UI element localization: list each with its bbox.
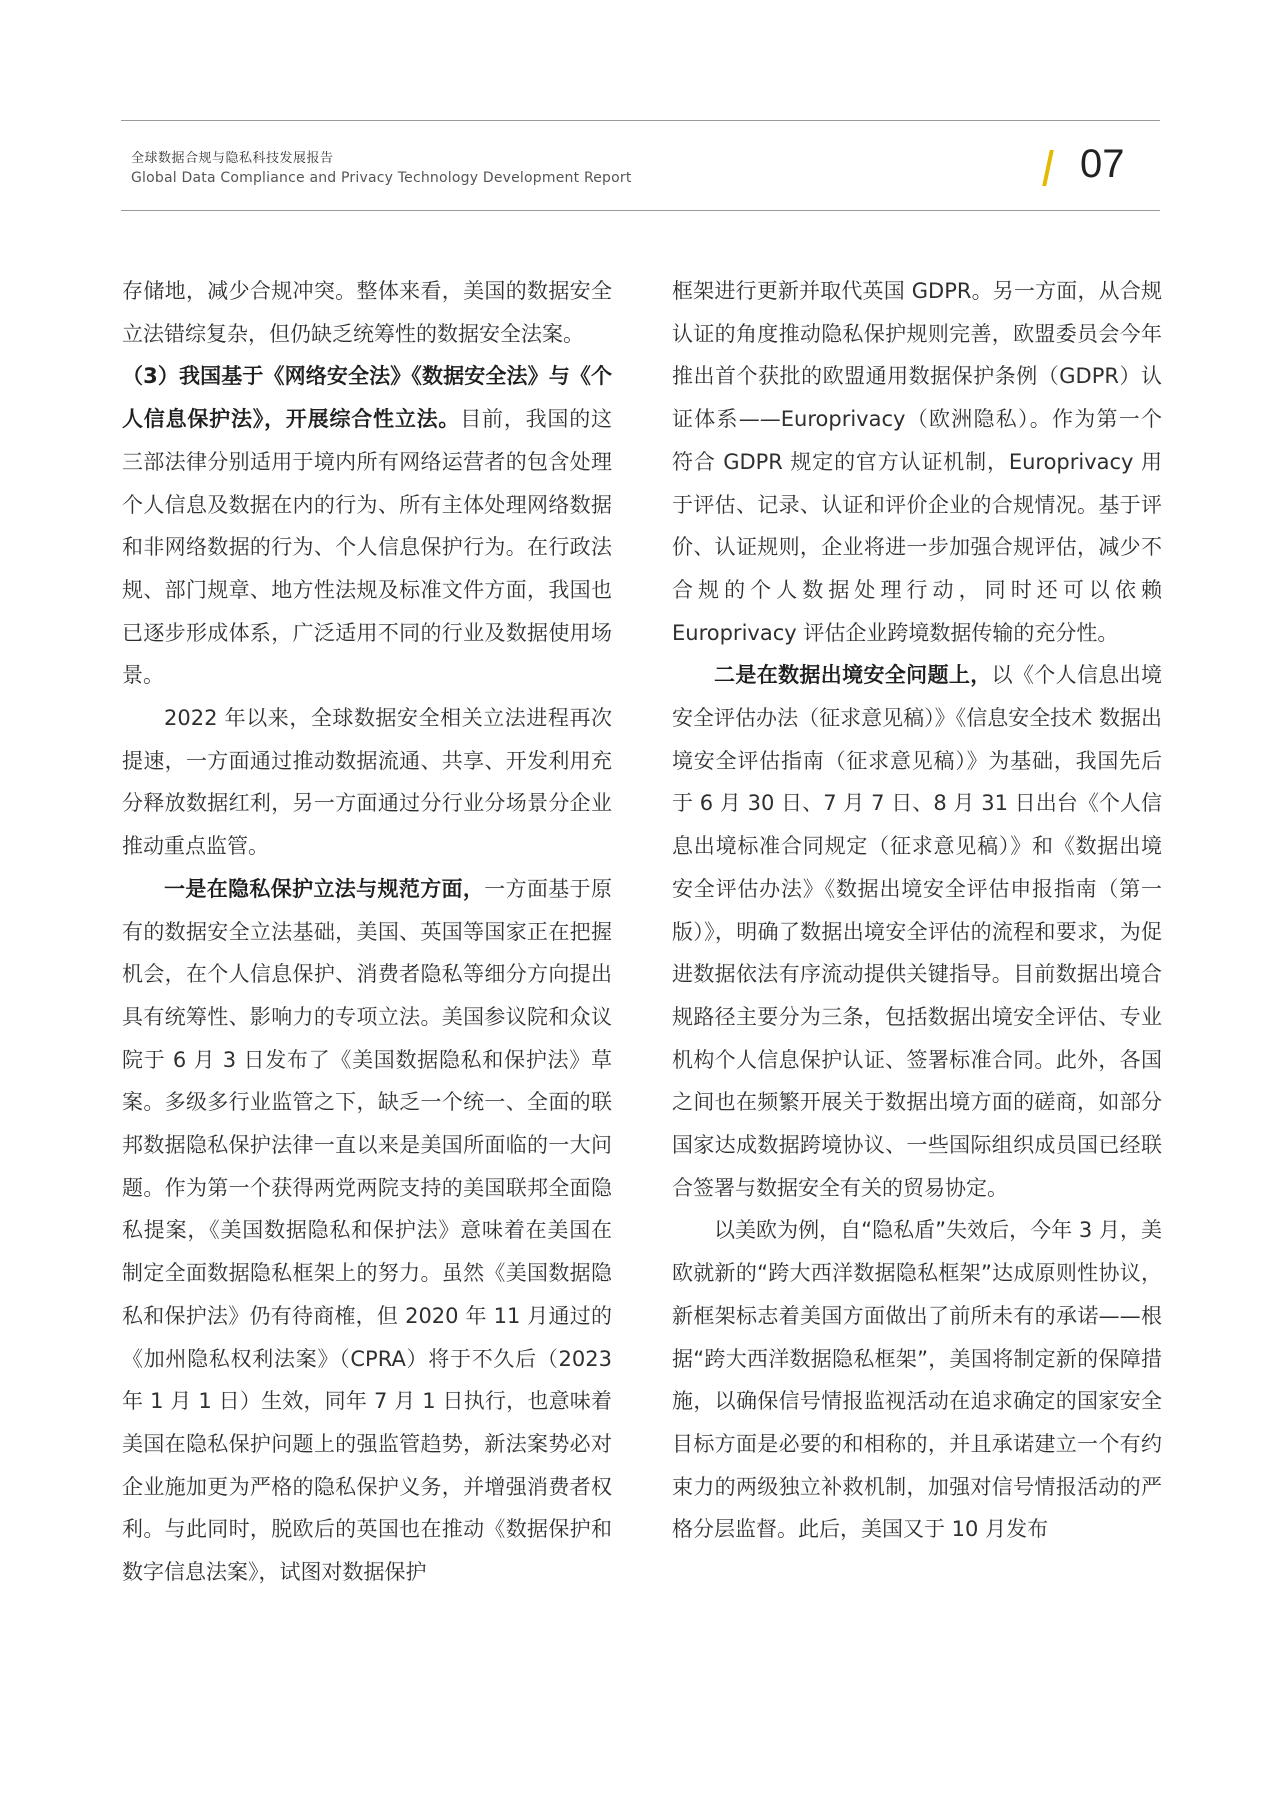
paragraph xyxy=(122,868,612,1594)
paragraph xyxy=(672,654,1162,1209)
page-number: 07 xyxy=(1080,142,1125,186)
paragraph xyxy=(122,355,612,697)
right-column xyxy=(672,270,1162,1551)
header-bottom-rule xyxy=(121,210,1160,211)
left-column xyxy=(122,270,612,1594)
bold-lead: （3）我国基于《网络安全法》《数据安全法》与《个人信息保护法》，开展综合性立法。 xyxy=(122,364,612,432)
bold-lead: 二是在数据出境安全问题上， xyxy=(714,663,992,688)
paragraph-text: 以《个人信息出境安全评估办法（征求意见稿）》《信息安全技术 数据出境安全评估指南（征求意见稿）》为基础，我国先后于 6 月 30 日、7 月 7 日、8 月 31 日出台《个人信息出境标准合同规定（征求意见稿）》和《数据出境安全评估办法》《数据出境安全评估申报指南（第一版）》，明确了数据出境安全评估的流程和要求，为促进数据依法有序流动提供关键指导。目前数据出境合规路径主要分为三条，包括数据出境安全评估、专业机构个人信息保护认证、签署标准合同。此外，各国之间也在频繁开展关于数据出境方面的磋商，如部分国家达成数据跨境协议、一些国际组织成员国已经联合签署与数据安全有关的贸易协定。 xyxy=(672,663,1163,1200)
bold-lead: 一是在隐私保护立法与规范方面， xyxy=(164,876,485,901)
accent-slash xyxy=(1042,150,1054,186)
report-title-cn: 全球数据合规与隐私科技发展报告 xyxy=(131,151,334,166)
report-title-en: Global Data Compliance and Privacy Technology Development Report xyxy=(131,170,632,186)
paragraph: 存储地，减少合规冲突。整体来看，美国的数据安全立法错综复杂，但仍缺乏统筹性的数据安全法案。 xyxy=(122,279,612,346)
paragraph: 框架进行更新并取代英国 GDPR。另一方面，从合规认证的角度推动隐私保护规则完善，欧盟委员会今年推出首个获批的欧盟通用数据保护条例（GDPR）认证体系——Europrivacy（欧洲隐私）。作为第一个符合 GDPR 规定的官方认证机制，Europrivacy 用于评估、记录、认证和评价企业的合规情况。基于评价、认证规则，企业将进一步加强合规评估，减少不合规的个人数据处理行动，同时还可以依赖 Europrivacy 评估企业跨境数据传输的充分性。 xyxy=(672,279,1162,645)
paragraph-text: 一方面基于原有的数据安全立法基础，美国、英国等国家正在把握机会，在个人信息保护、消费者隐私等细分方向提出具有统筹性、影响力的专项立法。美国参议院和众议院于 6 月 3 日发布了《美国数据隐私和保护法》草案。多级多行业监管之下，缺乏一个统一、全面的联邦数据隐私保护法律一直以来是美国所面临的一大问题。作为第一个获得两党两院支持的美国联邦全面隐私提案，《美国数据隐私和保护法》意味着在美国在制定全面数据隐私框架上的努力。虽然《美国数据隐私和保护法》仍有待商榷，但 2020 年 11 月通过的《加州隐私权利法案》（CPRA）将于不久后（2023 年 1 月 1 日）生效，同年 7 月 1 日执行，也意味着美国在隐私保护问题上的强监管趋势，新法案势必对企业施加更为严格的隐私保护义务，并增强消费者权利。与此同时，脱欧后的英国也在推动《数据保护和数字信息法案》，试图对数据保护 xyxy=(122,876,612,1585)
paragraph-text: 目前，我国的这三部法律分别适用于境内所有网络运营者的包含处理个人信息及数据在内的行为、所有主体处理网络数据和非网络数据的行为、个人信息保护行为。在行政法规、部门规章、地方性法规及标准文件方面，我国也已逐步形成体系，广泛适用不同的行业及数据使用场景。 xyxy=(122,407,613,688)
header-top-rule xyxy=(121,120,1160,121)
paragraph: 以美欧为例，自“隐私盾”失效后，今年 3 月，美欧就新的“跨大西洋数据隐私框架”达成原则性协议，新框架标志着美国方面做出了前所未有的承诺——根据“跨大西洋数据隐私框架”，美国将制定新的保障措施，以确保信号情报监视活动在追求确定的国家安全目标方面是必要的和相称的，并且承诺建立一个有约束力的两级独立补救机制，加强对信号情报活动的严格分层监督。此后，美国又于 10 月发布 xyxy=(672,1218,1162,1542)
paragraph: 2022 年以来，全球数据安全相关立法进程再次提速，一方面通过推动数据流通、共享、开发利用充分释放数据红利，另一方面通过分行业分场景分企业推动重点监管。 xyxy=(122,706,612,859)
